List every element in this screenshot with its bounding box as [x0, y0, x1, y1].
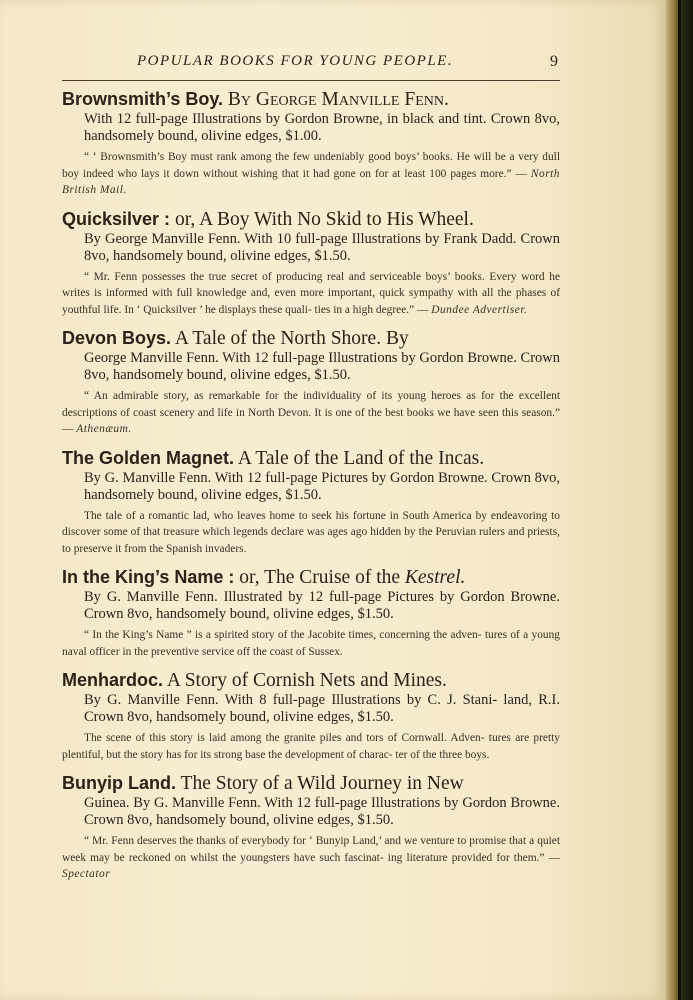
- book-details: By George Manville Fenn. With 10 full-page Illustrations by Frank Dadd. Crown 8vo, handsomely bound, olivine edges, $1.50.: [84, 230, 560, 264]
- book-subtitle: or, The Cruise of the: [239, 567, 401, 588]
- review-source: Dundee Advertiser.: [431, 303, 528, 316]
- book-list: [62, 88, 560, 892]
- review-quote: “ Mr. Fenn possesses the true secret of producing real and serviceable boys’ books. Every word he writes is informed with full knowledge and, even more important, quick sympathy with all the phases of youthful life. In ‘ Quicksilver ’ he displays these quali- ties in a high degree.” —: [62, 270, 560, 316]
- running-header: [62, 53, 560, 75]
- book-title: Devon Boys.: [62, 328, 172, 348]
- review-source: North British Mail.: [62, 167, 560, 196]
- book-entry-devon-boys: [62, 327, 560, 438]
- book-details: By G. Manville Fenn. Illustrated by 12 full-page Pictures by Gordon Browne. Crown 8vo, handsomely bound, olivine edges, $1.50.: [84, 589, 560, 622]
- review-source: Spectator: [62, 868, 111, 880]
- page-number: 9: [550, 53, 558, 70]
- running-title: POPULAR BOOKS FOR YOUNG PEOPLE.: [137, 53, 454, 69]
- book-entry-bunyip-land: [62, 772, 560, 883]
- book-title: Quicksilver :: [62, 208, 171, 229]
- book-details: George Manville Fenn. With 12 full-page Illustrations by Gordon Browne. Crown 8vo, handsomely bound, olivine edges, $1.50.: [84, 350, 560, 383]
- book-subtitle: A Tale of the Land of the Incas.: [237, 447, 485, 469]
- review-quote: “ Mr. Fenn deserves the thanks of everybody for ‘ Bunyip Land,’ and we venture to promise that a quiet week may be reckoned on whilst the youngsters have such fascinat- ing literature provided for them.” —: [62, 835, 560, 864]
- review-quote: “ In the King’s Name ” is a spirited story of the Jacobite times, concerning the adven- tures of a young naval officer in the preventive service off the coast of Sussex.: [62, 629, 560, 658]
- review-quote: “ An admirable story, as remarkable for the individuality of its young heroes as for the excellent descriptions of coast scenery and life in North Devon. It is one of the best books we have seen this season.” —: [62, 390, 560, 435]
- review-source: Athenæum.: [76, 423, 132, 435]
- book-subtitle-ship: Kestrel.: [404, 567, 466, 588]
- book-title: In the King’s Name :: [62, 567, 235, 587]
- book-title: Bunyip Land.: [62, 773, 176, 793]
- book-entry-golden-magnet: [62, 447, 560, 558]
- book-title: Menhardoc.: [62, 670, 164, 690]
- book-details: By G. Manville Fenn. With 8 full-page Illustrations by C. J. Stani- land, R.I. Crown 8vo, handsomely bound, olivine edges, $1.50.: [84, 692, 560, 725]
- book-details: By G. Manville Fenn. With 12 full-page Pictures by Gordon Browne. Crown 8vo, handsomely bound, olivine edges, $1.50.: [84, 469, 560, 503]
- book-entry-in-the-kings-name: [62, 566, 560, 660]
- book-title: The Golden Magnet.: [62, 447, 235, 468]
- book-subtitle: A Story of Cornish Nets and Mines.: [166, 670, 447, 691]
- book-details: With 12 full-page Illustrations by Gordon Browne, in black and tint. Crown 8vo, handsomely bound, olivine edges, $1.00.: [84, 111, 560, 144]
- book-subtitle: The Story of a Wild Journey in New: [180, 773, 464, 794]
- book-details: Guinea. By G. Manville Fenn. With 12 full-page Illustrations by Gordon Browne. Crown 8vo, handsomely bound, olivine edges, $1.50.: [84, 795, 560, 828]
- review-quote: “ ‘ Brownsmith’s Boy must rank among the few undeniably good boys’ books. He will be a very dull boy indeed who lays it down without wishing that it had gone on for at least 100 pages more.” —: [62, 151, 560, 180]
- book-subtitle: A Tale of the North Shore. By: [174, 328, 409, 349]
- book-subtitle: By George Manville Fenn.: [227, 89, 449, 110]
- header-rule: [62, 80, 560, 81]
- review-quote: The scene of this story is laid among the granite piles and tors of Cornwall. Adven- tures are pretty plentiful, but the story has for its strong base the development of charac- ter of the three boys.: [62, 732, 560, 761]
- book-title: Brownsmith’s Boy.: [62, 89, 224, 109]
- spine-edge: [678, 0, 681, 1000]
- review-quote: The tale of a romantic lad, who leaves home to seek his fortune in South America by endeavoring to discover some of that treasure which legends declare was ages ago hidden by the Peruvian rulers and priests, to preserve it from the Spanish invaders.: [62, 509, 560, 555]
- book-entry-quicksilver: [62, 208, 560, 319]
- book-entry-brownsmiths-boy: [62, 88, 560, 199]
- book-subtitle: or, A Boy With No Skid to His Wheel.: [174, 208, 474, 230]
- book-entry-menhardoc: [62, 669, 560, 763]
